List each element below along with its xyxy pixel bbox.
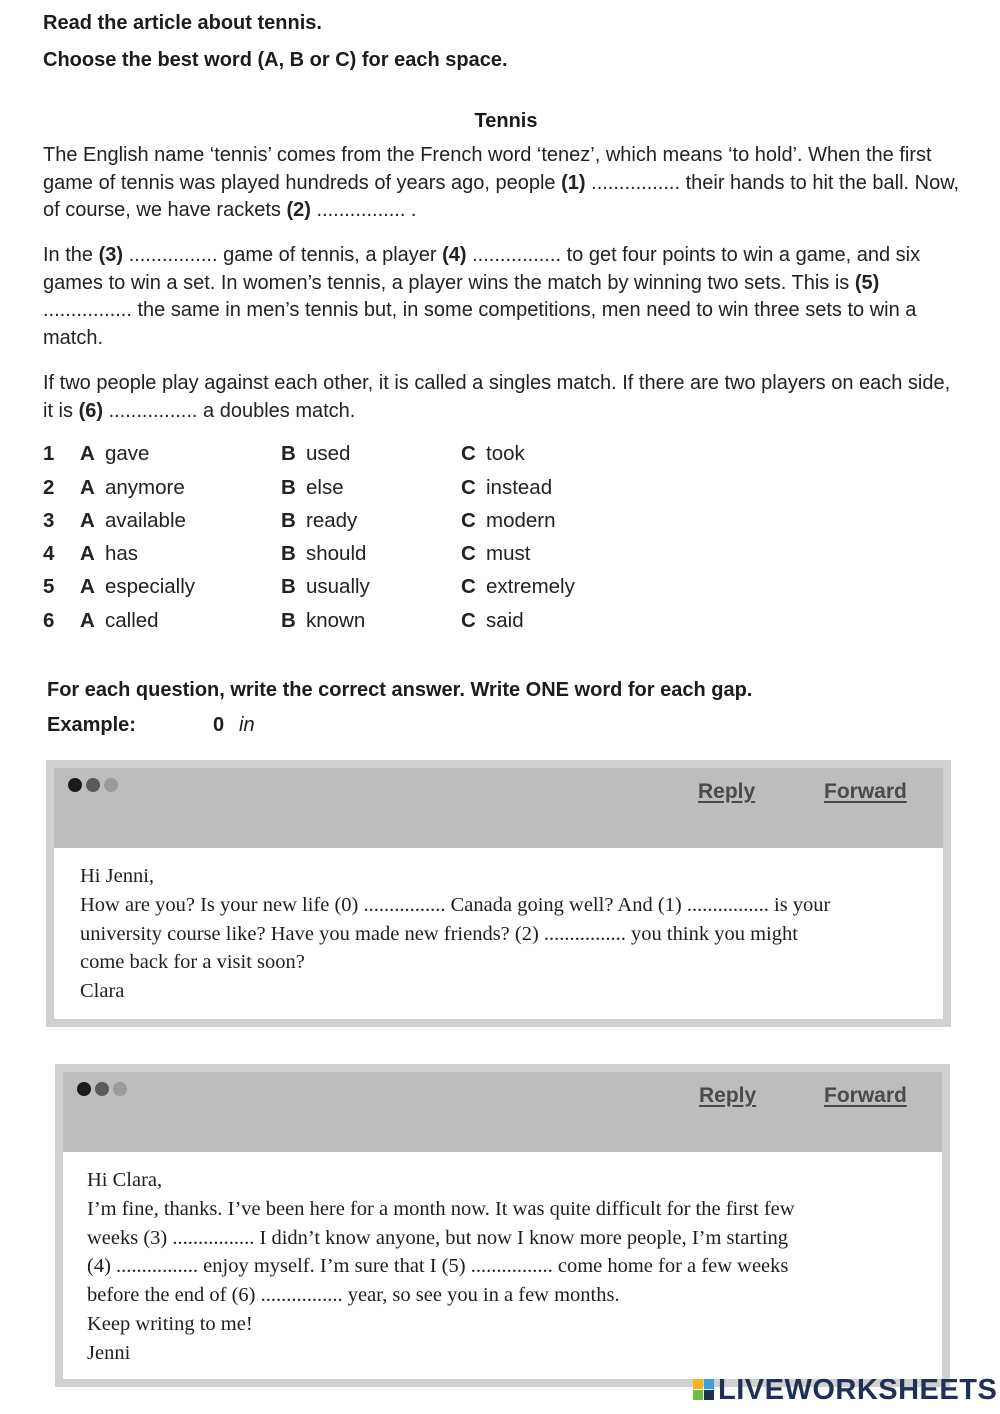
option-letter-c: C bbox=[461, 575, 476, 598]
option-letter-a: A bbox=[80, 609, 95, 632]
option-a-text[interactable]: anymore bbox=[105, 476, 185, 499]
option-b-text[interactable]: ready bbox=[306, 509, 358, 532]
liveworksheets-logo[interactable] bbox=[693, 1374, 997, 1407]
email-line: Hi Clara, bbox=[87, 1169, 163, 1191]
example-label: Example: bbox=[47, 714, 136, 736]
question-number: 3 bbox=[43, 509, 55, 532]
option-letter-a: A bbox=[80, 509, 95, 532]
email-line: Jenni bbox=[87, 1341, 131, 1364]
email-header bbox=[63, 1072, 942, 1152]
logo-grid-icon bbox=[693, 1379, 715, 1401]
question-number: 2 bbox=[43, 476, 55, 499]
email-line: weeks (3) ................ I didn’t know anyone, but now I know more people, I’m starting bbox=[87, 1226, 789, 1249]
example-number: 0 bbox=[213, 714, 225, 736]
question-number: 5 bbox=[43, 575, 55, 598]
email-line: come back for a visit soon? bbox=[80, 951, 305, 974]
option-b-text[interactable]: known bbox=[306, 609, 366, 632]
forward-button[interactable]: Forward bbox=[824, 1084, 907, 1107]
option-letter-c: C bbox=[461, 542, 476, 565]
option-letter-b: B bbox=[281, 476, 296, 499]
window-dots-icon bbox=[68, 778, 122, 797]
option-letter-c: C bbox=[461, 509, 476, 532]
email-line: (4) ................ enjoy myself. I’m sure that I (5) ................ come home for a few weeks bbox=[87, 1255, 789, 1278]
option-b-text[interactable]: else bbox=[306, 476, 344, 499]
article-paragraph-3: If two people play against each other, it is called a singles match. If there are two players on each side, it is (6) ................ a doubles match. bbox=[43, 372, 951, 422]
email-text bbox=[80, 862, 830, 1006]
option-c-text[interactable]: modern bbox=[486, 509, 556, 532]
option-a-text[interactable]: has bbox=[105, 542, 139, 565]
option-b-text[interactable]: usually bbox=[306, 575, 370, 598]
example-answer: in bbox=[239, 714, 255, 736]
option-a-text[interactable]: gave bbox=[105, 442, 150, 465]
instruction-write-answer: For each question, write the correct answer. Write ONE word for each gap. bbox=[47, 679, 753, 701]
option-c-text[interactable]: extremely bbox=[486, 575, 575, 598]
option-a-text[interactable]: called bbox=[105, 609, 159, 632]
option-letter-b: B bbox=[281, 542, 296, 565]
option-c-text[interactable]: must bbox=[486, 542, 531, 565]
option-letter-b: B bbox=[281, 609, 296, 632]
option-letter-a: A bbox=[80, 542, 95, 565]
option-b-text[interactable]: used bbox=[306, 442, 351, 465]
email-body bbox=[63, 1152, 942, 1379]
question-number: 4 bbox=[43, 542, 55, 565]
email-line: Keep writing to me! bbox=[87, 1312, 253, 1335]
email-line: I’m fine, thanks. I’ve been here for a month now. It was quite difficult for the first few bbox=[87, 1197, 795, 1220]
email-header bbox=[54, 768, 943, 848]
article-title: Tennis bbox=[474, 110, 538, 132]
email-body bbox=[54, 848, 943, 1019]
option-c-text[interactable]: took bbox=[486, 442, 525, 465]
reply-button[interactable]: Reply bbox=[699, 1084, 757, 1107]
option-c-text[interactable]: said bbox=[486, 609, 524, 632]
question-number: 6 bbox=[43, 609, 55, 632]
option-c-text[interactable]: instead bbox=[486, 476, 553, 499]
reply-button[interactable]: Reply bbox=[698, 780, 756, 803]
instruction-read-article: Read the article about tennis. bbox=[43, 12, 322, 34]
option-letter-c: C bbox=[461, 476, 476, 499]
instruction-choose-word: Choose the best word (A, B or C) for each space. bbox=[43, 49, 508, 71]
option-letter-b: B bbox=[281, 509, 296, 532]
option-a-text[interactable]: available bbox=[105, 509, 186, 532]
email-card-clara bbox=[46, 760, 951, 1027]
email-line: Hi Jenni, bbox=[80, 865, 155, 887]
email-line: How are you? Is your new life (0) ................ Canada going well? And (1) ................ is your bbox=[80, 893, 831, 916]
window-dots-icon bbox=[77, 1082, 131, 1101]
article-paragraph-1: The English name ‘tennis’ comes from the French word ‘tenez’, which means ‘to hold’. When the first game of tennis was played hundreds of years ago, people (1) ................ their hands to hit the ball. Now, of course, we have rackets (2) ................ . bbox=[43, 144, 960, 221]
email-text bbox=[87, 1166, 795, 1368]
question-number: 1 bbox=[43, 442, 55, 465]
option-letter-b: B bbox=[281, 575, 296, 598]
email-line: before the end of (6) ................ year, so see you in a few months. bbox=[87, 1284, 620, 1307]
email-card-jenni bbox=[55, 1064, 950, 1387]
email-line: Clara bbox=[80, 980, 125, 1003]
option-b-text[interactable]: should bbox=[306, 542, 367, 565]
article-paragraph-2: In the (3) ................ game of tennis, a player (4) ................ to get four points to win a game, and six games to win a set. In women’s tennis, a player wins the match by winning two sets. This is (5) ................ the same in men’s tennis but, in some competitions, men need to win three sets to win a match. bbox=[43, 244, 921, 349]
option-letter-a: A bbox=[80, 476, 95, 499]
option-letter-a: A bbox=[80, 442, 95, 465]
email-line: university course like? Have you made new friends? (2) ................ you think you might bbox=[80, 922, 798, 945]
option-letter-b: B bbox=[281, 442, 296, 465]
logo-text: LIVEWORKSHEETS bbox=[718, 1374, 998, 1406]
option-a-text[interactable]: especially bbox=[105, 575, 196, 598]
option-letter-a: A bbox=[80, 575, 95, 598]
forward-button[interactable]: Forward bbox=[824, 780, 907, 803]
option-letter-c: C bbox=[461, 609, 476, 632]
option-letter-c: C bbox=[461, 442, 476, 465]
